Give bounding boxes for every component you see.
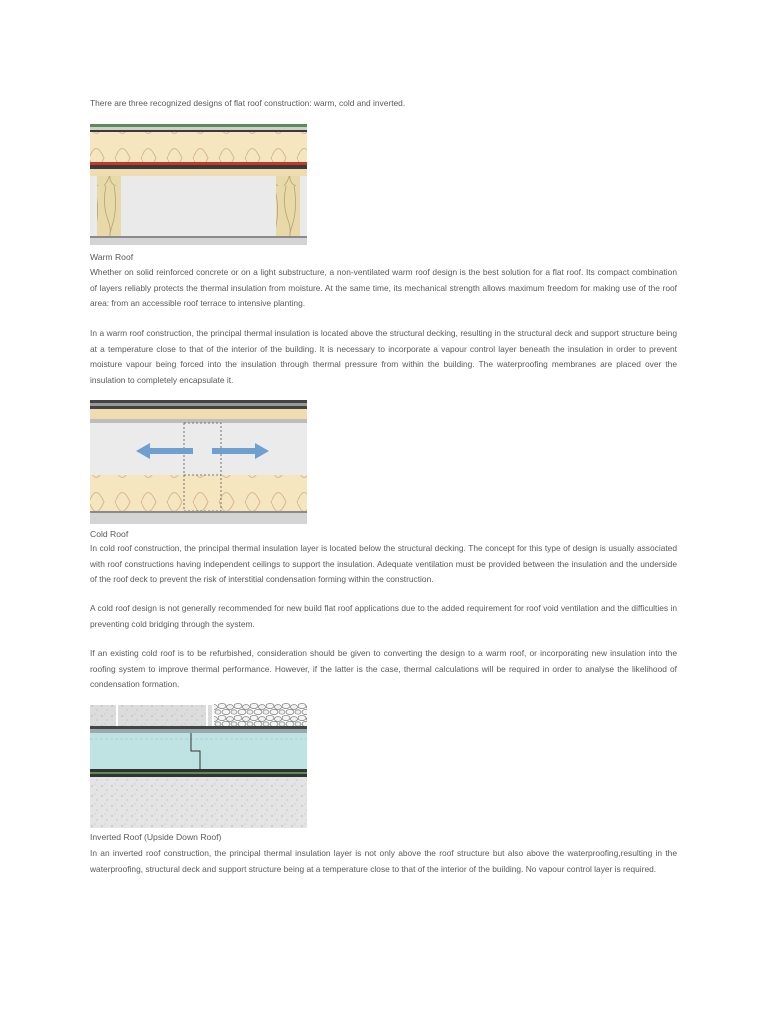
inverted-roof-diagram [90, 703, 307, 828]
cold-roof-paragraph-2: A cold roof design is not generally recommended for new build flat roof applications due to the added requirement for roof void ventilation and the difficulties in preventing cold bridging through the system. [90, 603, 677, 629]
cold-roof-paragraph-3: If an existing cold roof is to be refurbished, consideration should be given to converting the design to a warm roof, or incorporating new insulation into the roofing system to improve thermal performance. However, if the latter is the case, thermal calculations will be required in order to analyse the likelihood of condensation formation. [90, 648, 677, 690]
warm-roof-paragraph-2: In a warm roof construction, the principal thermal insulation is located above the structural decking, resulting in the structural deck and support structure being at a temperature close to that of the interior of the building. It is necessary to incorporate a vapour control layer beneath the insulation in order to prevent moisture vapour being forced into the insulation through thermal pressure from within the building. The waterproofing membranes are placed over the insulation to completely encapsulate it. [90, 328, 677, 385]
cold-roof-paragraph-1: In cold roof construction, the principal thermal insulation layer is located below the structural decking. The concept for this type of design is usually associated with roof constructions having independent ceilings to support the insulation. Adequate ventilation must be provided between the insulation and the underside of the roof deck to prevent the risk of interstitial condensation forming within the construction. [90, 543, 677, 585]
inverted-roof-paragraph-1: In an inverted roof construction, the principal thermal insulation layer is not only above the roof structure but also above the waterproofing,resulting in the waterproofing, structural deck and support structure being at a temperature close to that of the interior of the building. No vapour control layer is required. [90, 848, 677, 874]
warm-roof-paragraph-1: Whether on solid reinforced concrete or on a light substructure, a non-ventilated warm roof design is the best solution for a flat roof. Its compact combination of layers reliably protects the thermal insulation from moisture. At the same time, its mechanical strength allows maximum freedom for making use of the roof area: from an accessible roof terrace to intensive planting. [90, 267, 677, 309]
intro-text: There are three recognized designs of flat roof construction: warm, cold and inverted. [90, 98, 406, 108]
cold-roof-diagram [90, 400, 307, 524]
inverted-roof-caption: Inverted Roof (Upside Down Roof) [90, 832, 222, 842]
cold-roof-caption: Cold Roof [90, 529, 129, 539]
warm-roof-caption: Warm Roof [90, 252, 134, 262]
warm-roof-diagram [90, 124, 307, 245]
